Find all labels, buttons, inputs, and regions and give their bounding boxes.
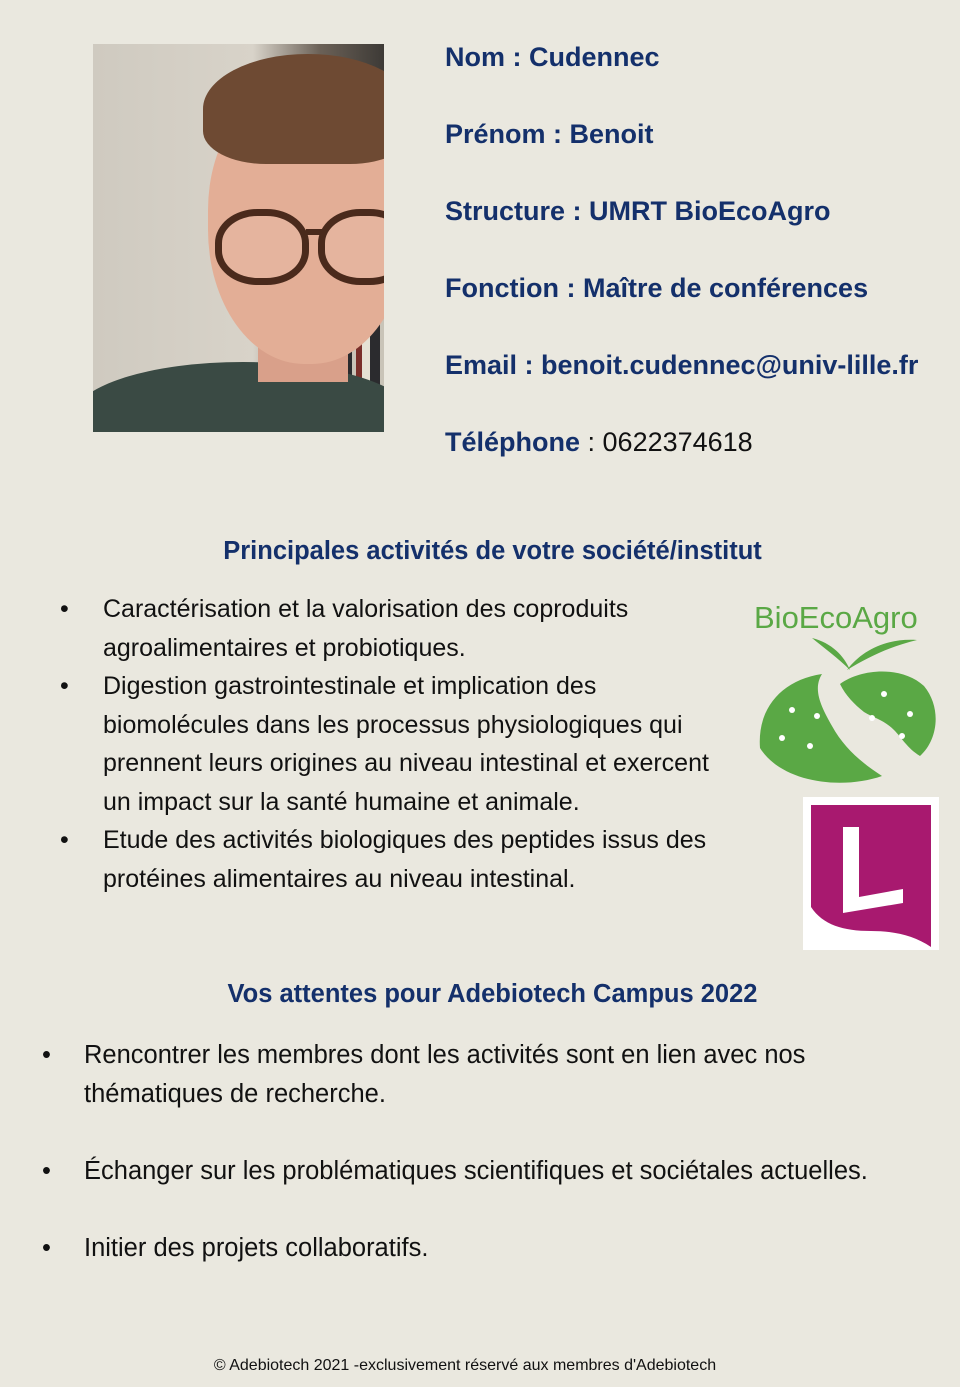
email-row: [445, 346, 918, 423]
photo-hair: [203, 54, 384, 164]
structure-label: Structure :: [445, 196, 582, 226]
bioecoagro-logo: [752, 598, 938, 786]
email-value[interactable]: benoit.cudennec@univ-lille.fr: [541, 350, 919, 380]
expectations-title: Vos attentes pour Adebiotech Campus 2022: [227, 980, 758, 1008]
list-item: • Rencontrer les membres dont les activités sont en lien avec nos thématiques de recherche.: [42, 1036, 942, 1113]
glasses-bridge: [306, 229, 324, 235]
email-label: Email :: [445, 350, 534, 380]
activities-title: Principales activités de votre société/institut: [223, 537, 762, 565]
list-item: • Digestion gastrointestinale et implication des biomolécules dans les processus physiologiques qui prennent leurs origines au niveau intestinal et exercent un impact sur la santé humaine et animale.: [60, 667, 740, 821]
nom-value: Cudennec: [529, 42, 660, 72]
universite-lille-logo: [803, 797, 939, 950]
bioecoagro-logo-text: BioEcoAgro: [754, 600, 918, 635]
activities-list: [60, 590, 740, 898]
list-item: • Initier des projets collaboratifs.: [42, 1229, 942, 1268]
prenom-label: Prénom :: [445, 119, 563, 149]
glasses-right: [318, 209, 384, 285]
nom-row: [445, 38, 918, 115]
nom-label: Nom :: [445, 42, 522, 72]
prenom-value: Benoit: [569, 119, 654, 149]
fonction-value: Maître de conférences: [582, 273, 869, 303]
fonction-row: [445, 269, 918, 346]
prenom-row: [445, 115, 918, 192]
structure-row: [445, 192, 918, 269]
profile-photo: [93, 44, 384, 432]
telephone-value: 0622374618: [602, 427, 753, 457]
telephone-row: [445, 423, 918, 500]
glasses-left: [215, 209, 309, 285]
expectations-list: [42, 1036, 942, 1306]
telephone-label: Téléphone: [445, 427, 581, 457]
profile-info: [445, 38, 918, 500]
list-item: • Etude des activités biologiques des peptides issus des protéines alimentaires au niveau intestinal.: [60, 821, 740, 898]
list-item: • Caractérisation et la valorisation des coproduits agroalimentaires et probiotiques.: [60, 590, 740, 667]
structure-value: UMRT BioEcoAgro: [589, 196, 831, 226]
fonction-label: Fonction :: [445, 273, 576, 303]
footer-copyright: © Adebiotech 2021 -exclusivement réservé aux membres d'Adebiotech: [213, 1357, 717, 1374]
list-item: • Échanger sur les problématiques scientifiques et sociétales actuelles.: [42, 1152, 942, 1191]
telephone-separator: :: [580, 427, 603, 457]
